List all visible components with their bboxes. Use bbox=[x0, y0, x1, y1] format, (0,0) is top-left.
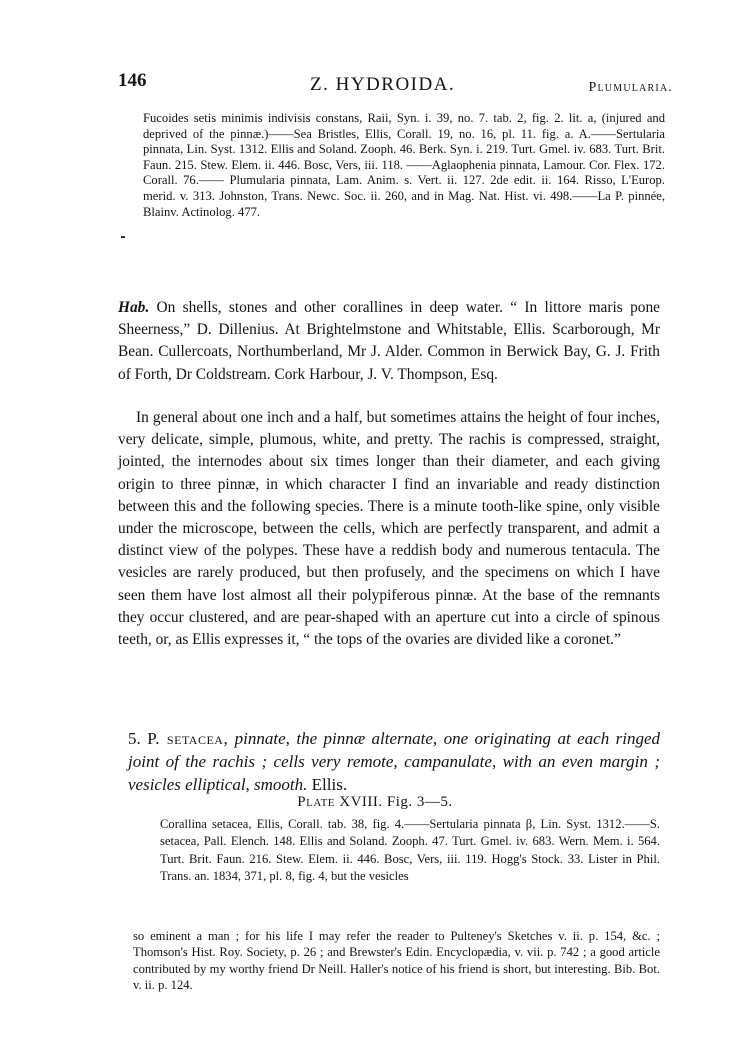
synonymy-block bbox=[143, 111, 665, 220]
plate-figures: Fig. 3—5. bbox=[386, 794, 453, 810]
description-paragraph: In general about one inch and a half, but sometimes attains the height of four inches, very delicate, simple, plumous, white, and pretty. The rachis is compressed, straight, jointed, the internodes about six times longer than their diameter, and each giving origin to three pinnæ, in which character I find an invariable and ready distinction between this and the following species. There is a minute tooth-like spine, only visible under the microscope, between the cells, which are perfectly transparent, and admit a distinct view of the polypes. These have a reddish body and numerous tentacula. The vesicles are rarely produced, but then profusely, and the specimens on which I have seen them have lost almost all their polypiferous pinnæ. At the base of the remnants they occur clustered, and are pear-shaped with an aperture cut into a circle of spinous teeth, or, as Ellis expresses it, “ the tops of the ovaries are divided like a coronet.” bbox=[118, 409, 660, 649]
running-head: Plumularia. bbox=[588, 80, 673, 95]
synonymy-text: Fucoides setis minimis indivisis constans, Raii, Syn. i. 39, no. 7. tab. 2, fig. 2. lit. a, (injured and deprived of the pinnæ.)——Sea Bristles, Ellis, Corall. 19, no. 16, pl. 11. fig. a. A.——Sertularia pinnata, Lin. Syst. 1312. Ellis and Soland. Zooph. 46. Berk. Syn. i. 219. Turt. Gmel. iv. 683. Turt. Brit. Faun. 215. Stew. Elem. ii. 446. Bosc, Vers, iii. 118. ——Aglaophenia pinnata, Lamour. Cor. Flex. 172. Corall. 76.—— Plumularia pinnata, Lam. Anim. s. Vert. ii. 127. 2de edit. ii. 164. Risso, L'Europ. merid. v. 313. Johnston, Trans. Newc. Soc. ii. 260, and in Mag. Nat. Hist. vi. 498.——La P. pinnée, Blainv. Actinolog. 477. bbox=[143, 111, 665, 219]
species-authority: Ellis. bbox=[311, 775, 348, 794]
page-header bbox=[118, 70, 673, 96]
habitat-text: On shells, stones and other corallines in deep water. “ In littore maris pone Sheerness,” D. Dillenius. At Brightelmstone and Whitstable, Ellis. Scarborough, Mr Bean. Cullercoats, Northumberland, Mr J. Alder. Common in Berwick Bay, G. J. Frith of Forth, Dr Coldstream. Cork Harbour, J. V. Thompson, Esq. bbox=[118, 299, 660, 383]
margin-mark bbox=[121, 236, 125, 238]
chapter-title: Z. HYDROIDA. bbox=[310, 74, 456, 95]
species-number: 5. bbox=[128, 729, 141, 748]
page-number: 146 bbox=[118, 70, 147, 91]
species-diagnosis: pinnate, the pinnæ alternate, one originating at each ringed joint of the rachis ; cells very remote, campanulate, with an even margin ; vesicles elliptical, smooth. bbox=[128, 729, 661, 794]
species-name: P. setacea, bbox=[147, 729, 229, 748]
footnote: so eminent a man ; for his life I may refer the reader to Pulteney's Sketches v. ii. p. 154, &c. ; Thomson's Hist. Roy. Society, p. 26 ; and Brewster's Edin. Encyclopædia, v. vii. p. 742 ; a good article contributed by my worthy friend Dr Neill. Haller's notice of his friend is short, but interesting. Bib. Bot. v. ii. p. 124. bbox=[133, 929, 660, 993]
plate-label: Plate XVIII. bbox=[297, 794, 383, 810]
habitat-lead: Hab. bbox=[118, 299, 150, 316]
species-heading bbox=[128, 727, 660, 796]
species-references: Corallina setacea, Ellis, Corall. tab. 38, fig. 4.——Sertularia pinnata β, Lin. Syst. 1312.——S. setacea, Pall. Elench. 148. Ellis and Soland. Zooph. 47. Turt. Gmel. iv. 683. Wern. Mem. i. 564. Turt. Brit. Faun. 216. Stew. Elem. ii. 446. Bosc, Vers, iii. 119. Hogg's Stock. 33. Lister in Phil. Trans. an. 1834, 371, pl. 8, fig. 4, but the vesicles bbox=[160, 817, 660, 884]
habitat-paragraph bbox=[118, 297, 660, 386]
plate-reference bbox=[0, 794, 750, 811]
